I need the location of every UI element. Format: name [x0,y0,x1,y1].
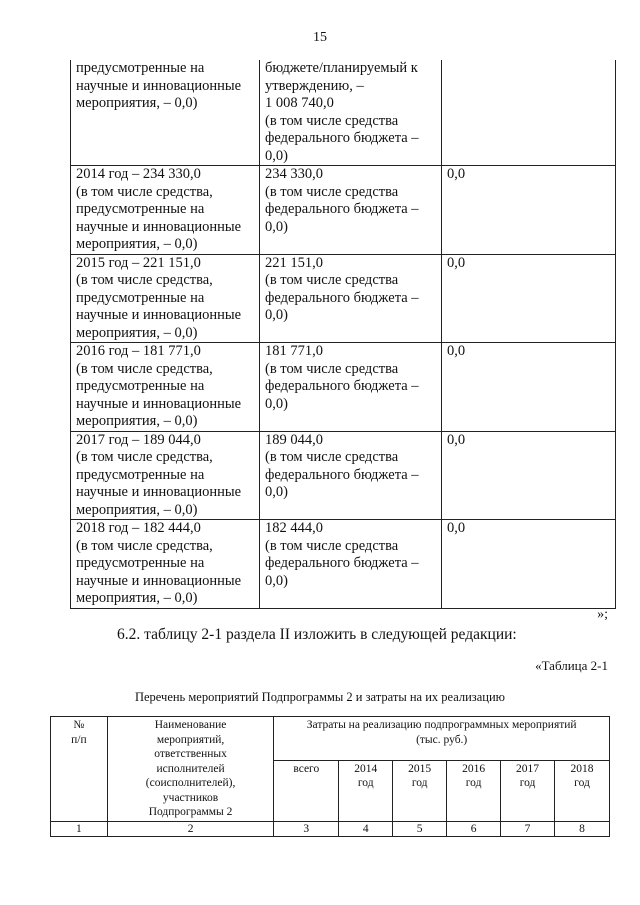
cell-line: мероприятия, – 0,0) [76,236,198,252]
cell-line: 0,0) [265,147,288,164]
cell-line: бюджете/планируемый к [265,60,418,76]
cell-line: предусмотренные на [76,378,205,394]
header-name-cell [107,717,274,822]
table-label: «Таблица 2-1 [535,658,608,673]
cell-line: 0,0) [265,572,288,589]
cell-line: 0,0 [447,343,466,359]
cell-line: научные и инновационные [76,484,242,500]
cell-line: 182 444,0 [265,520,323,536]
federal-budget-cell [260,254,442,343]
cell-line: 234 330,0 [265,166,323,182]
cell-line: предусмотренные на [76,289,205,306]
cell-line: научные и инновационные [76,307,242,323]
cell-line: (в том числе средства [265,112,399,129]
cell-line: утверждению, – [265,77,364,94]
header-line: Затраты на реализацию подпрограммных мероприятий [306,719,577,731]
cell-line: 2015 год – 221 151,0 [76,254,201,271]
cell-line: (в том числе средства, [76,183,213,200]
header-total-cell: всего [274,760,339,821]
column-number-cell: 8 [555,821,610,837]
other-sources-cell [442,254,616,343]
cell-line: (в том числе средства [265,449,399,465]
closing-quote: »; [597,607,608,622]
header-line: 2015 [408,762,432,775]
cell-line: 2016 год – 181 771,0 [76,343,201,359]
header-line: 2018 [570,762,594,775]
header-line: год [574,777,590,789]
federal-budget-cell [260,60,442,166]
cell-line: 0,0 [447,166,466,182]
header-year-cell [555,760,610,821]
header-line: год [357,777,374,789]
cell-line: 0,0) [265,484,288,500]
column-number-cell: 1 [51,821,108,837]
funding-source-cell [71,166,260,255]
federal-budget-cell [260,343,442,432]
cell-line: 2014 год – 234 330,0 [76,166,201,182]
cell-line: предусмотренные на [76,466,205,483]
header-costs-cell [274,717,610,761]
cell-line: 0,0) [265,218,288,235]
cell-line: федерального бюджета – [265,289,419,306]
cell-line: научные и инновационные [76,77,242,94]
budget-row [71,166,616,255]
cell-line: (в том числе средства, [76,272,213,288]
cell-line: мероприятия, – 0,0) [76,590,198,606]
column-number-cell: 3 [274,821,339,837]
budget-row [71,431,616,520]
funding-source-cell [71,431,260,520]
funding-source-cell [71,520,260,609]
header-line: ответственных [154,748,227,760]
other-sources-cell [442,166,616,255]
cell-line: (в том числе средства [265,360,399,377]
column-number-cell: 4 [339,821,393,837]
column-number-cell: 2 [107,821,274,837]
header-line: (тыс. руб.) [416,733,468,746]
header-line: п/п [71,733,87,746]
cell-line: мероприятия, – 0,0) [76,324,198,341]
cell-line: 2018 год – 182 444,0 [76,520,201,536]
other-sources-cell [442,343,616,432]
budget-table [70,60,616,609]
cell-line: (в том числе средства, [76,449,213,465]
header-line: (соисполнителей), [145,777,236,789]
cell-line: предусмотренные на [76,201,205,217]
funding-source-cell [71,254,260,343]
other-sources-cell [442,520,616,609]
funding-source-cell [71,343,260,432]
header-year-cell [393,760,447,821]
other-sources-cell [442,60,616,166]
cell-line: (в том числе средства [265,272,399,288]
page-number: 15 [313,30,327,45]
cell-line: предусмотренные на [76,60,205,76]
cell-line: (в том числе средства [265,537,399,554]
cell-line: 189 044,0 [265,431,323,448]
header-year-cell [501,760,555,821]
header-year-cell [447,760,501,821]
cell-line: 2017 год – 189 044,0 [76,431,201,448]
budget-row [71,60,616,166]
federal-budget-cell [260,431,442,520]
column-number-cell: 5 [393,821,447,837]
other-sources-cell [442,431,616,520]
header-line: № [73,719,85,731]
header-line: Подпрограммы 2 [148,806,233,818]
cell-line: федерального бюджета – [265,201,419,217]
cell-line: мероприятия, – 0,0) [76,413,198,429]
budget-row [71,343,616,432]
cell-line: 0,0) [265,307,288,323]
header-line: исполнителей [156,762,225,775]
column-number-cell: 7 [501,821,555,837]
header-line: мероприятий, [156,733,225,746]
header-line: 2017 [516,762,540,775]
cell-line: 181 771,0 [265,343,323,359]
cell-line: (в том числе средства, [76,537,213,554]
header-year-cell [339,760,393,821]
cell-line: федерального бюджета – [265,466,419,483]
table-caption: Перечень мероприятий Подпрограммы 2 и затраты на их реализацию [134,690,506,704]
measures-table [50,716,610,837]
cell-line: научные и инновационные [76,218,242,235]
header-line: 2014 [354,762,378,775]
cell-line: научные и инновационные [76,395,242,412]
federal-budget-cell [260,166,442,255]
cell-line: мероприятия, – 0,0) [76,501,198,518]
cell-line: 0,0) [265,395,288,412]
header-line: Наименование [154,719,227,731]
cell-line: 0,0 [447,431,466,448]
cell-line: научные и инновационные [76,572,242,589]
cell-line: 1 008 740,0 [265,95,334,111]
amendment-instruction: 6.2. таблицу 2-1 раздела II изложить в следующей редакции: [117,626,517,643]
cell-line: 221 151,0 [265,254,323,271]
cell-line: 0,0 [447,254,466,271]
header-line: 2016 [462,762,486,775]
column-number-cell: 6 [447,821,501,837]
budget-row [71,254,616,343]
cell-line: (в том числе средства, [76,360,213,377]
header-line: год [411,777,428,789]
header-line: год [465,777,482,789]
header-number-cell [51,717,108,822]
cell-line: федерального бюджета – [265,130,419,146]
cell-line: федерального бюджета – [265,378,419,394]
header-line: год [519,777,536,789]
budget-row [71,520,616,609]
federal-budget-cell [260,520,442,609]
cell-line: 0,0 [447,520,466,536]
cell-line: федерального бюджета – [265,555,419,571]
cell-line: мероприятия, – 0,0) [76,95,198,111]
header-line: участников [162,791,219,804]
funding-source-cell [71,60,260,166]
cell-line: предусмотренные на [76,555,205,571]
cell-line: (в том числе средства [265,183,399,200]
